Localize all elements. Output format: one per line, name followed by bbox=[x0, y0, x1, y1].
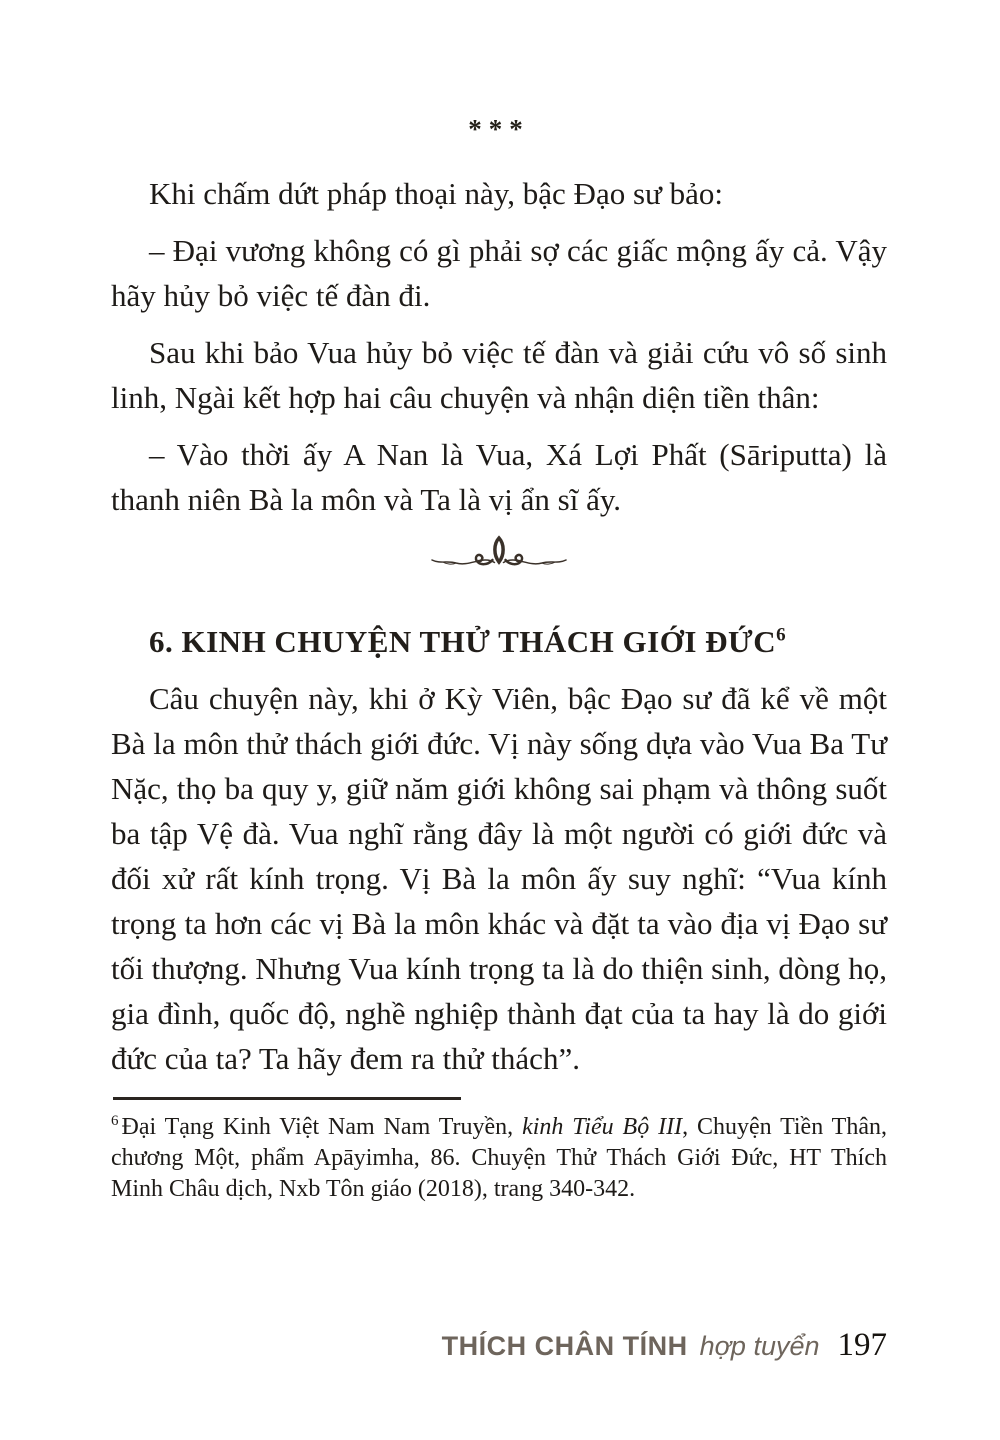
footnote-separator-rule bbox=[113, 1097, 461, 1100]
section-heading bbox=[111, 622, 887, 662]
footnote-reference: 6 bbox=[776, 624, 787, 646]
section-separator-stars: *** bbox=[468, 114, 530, 144]
section-heading-text: 6. KINH CHUYỆN THỬ THÁCH GIỚI ĐỨC bbox=[149, 624, 777, 659]
section-body-paragraph: Câu chuyện này, khi ở Kỳ Viên, bậc Đạo sư đã kể về một Bà la môn thử thách giới đức. Vị này sống dựa vào Vua Ba Tư Nặc, thọ ba quy y, giữ năm giới không sai phạm và thông suốt ba tập Vệ đà. Vua nghĩ rằng đây là một người có giới đức và đối xử rất kính trọng. Vị Bà la môn ấy suy nghĩ: “Vua kính trọng ta hơn các vị Bà la môn khác và đặt ta vào địa vị Đạo sư tối thượng. Nhưng Vua kính trọng ta là do thiện sinh, dòng họ, gia đình, quốc độ, nghề nghiệp thành đạt của ta hay là do giới đức của ta? Ta hãy đem ra thử thách”. bbox=[111, 681, 887, 1076]
footnote-marker: 6 bbox=[111, 1113, 119, 1129]
footnote bbox=[111, 1112, 887, 1205]
footnote-text-start: Đại Tạng Kinh Việt Nam Nam Truyền, bbox=[121, 1114, 523, 1140]
paragraph: – Đại vương không có gì phải sợ các giấc mộng ấy cả. Vậy hãy hủy bỏ việc tế đàn đi. bbox=[111, 233, 887, 313]
paragraph: Khi chấm dứt pháp thoại này, bậc Đạo sư bảo: bbox=[149, 176, 723, 211]
footnote-text-end: , Chuyện Tiền Thân, chương Một, phẩm Apāyimha, 86. Chuyện Thử Thách Giới Đức, HT Thích Minh Châu dịch, Nxb Tôn giáo (2018), trang 340-342. bbox=[111, 1114, 887, 1202]
flourish-icon bbox=[429, 534, 569, 574]
page-number: 197 bbox=[837, 1327, 887, 1363]
page-footer bbox=[442, 1327, 887, 1364]
paragraph: – Vào thời ấy A Nan là Vua, Xá Lợi Phất (Sāriputta) là thanh niên Bà la môn và Ta là vị ẩn sĩ ấy. bbox=[111, 437, 887, 517]
footer-author: THÍCH CHÂN TÍNH bbox=[441, 1331, 688, 1361]
footnote-book-title: kinh Tiểu Bộ III bbox=[522, 1114, 683, 1140]
ornament-divider bbox=[111, 534, 887, 576]
footer-subtitle: hợp tuyển bbox=[699, 1331, 820, 1361]
paragraph: Sau khi bảo Vua hủy bỏ việc tế đàn và giải cứu vô số sinh linh, Ngài kết hợp hai câu chuyện và nhận diện tiền thân: bbox=[111, 335, 887, 415]
